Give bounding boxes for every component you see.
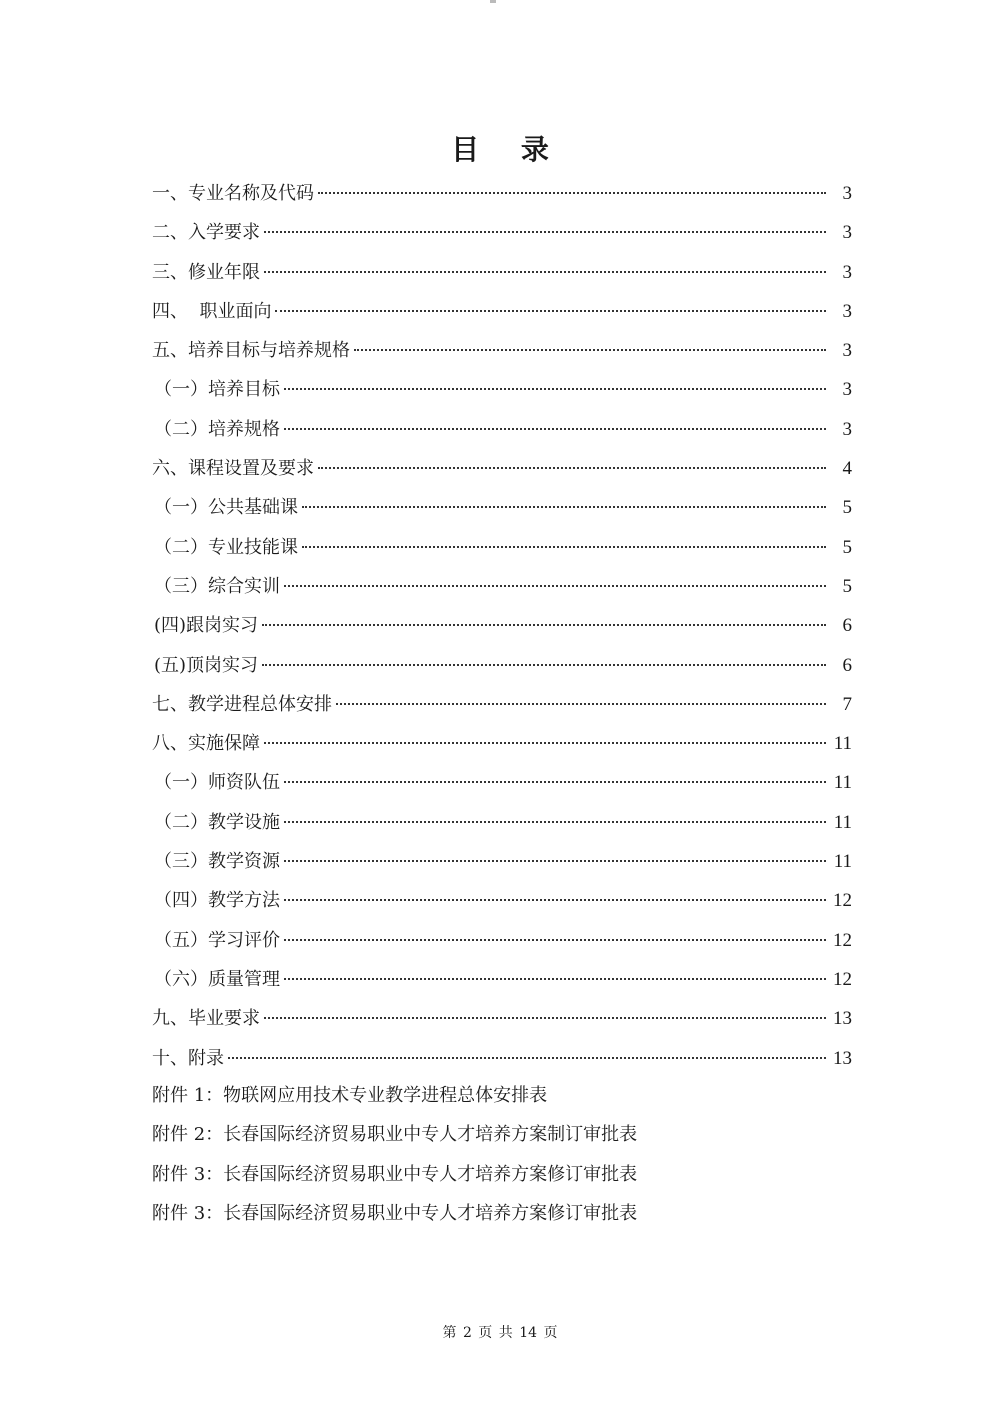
toc-entry[interactable] bbox=[152, 213, 852, 252]
attachment-entry[interactable]: 附件 3：长春国际经济贸易职业中专人才培养方案修订审批表 bbox=[152, 1202, 638, 1224]
toc-entry[interactable] bbox=[152, 646, 852, 685]
toc-entry-label: 九、毕业要求 bbox=[152, 1008, 260, 1030]
toc-dot-leader bbox=[336, 703, 826, 705]
toc-entry-page-number: 3 bbox=[842, 300, 852, 322]
attachment-entry[interactable]: 附件 2：长春国际经济贸易职业中专人才培养方案制订审批表 bbox=[152, 1124, 638, 1146]
toc-entry-page-number: 12 bbox=[833, 890, 852, 912]
toc-entry-label: （六）质量管理 bbox=[154, 968, 280, 990]
toc-entry[interactable] bbox=[152, 881, 852, 920]
toc-list bbox=[152, 174, 852, 1078]
toc-entry[interactable] bbox=[152, 999, 852, 1038]
toc-dot-leader bbox=[284, 860, 826, 862]
toc-entry-page-number: 3 bbox=[842, 418, 852, 440]
toc-entry-page-number: 3 bbox=[842, 183, 852, 204]
toc-entry[interactable] bbox=[152, 331, 852, 370]
toc-dot-leader bbox=[275, 310, 826, 312]
toc-title: 目 录 bbox=[451, 133, 565, 166]
toc-dot-leader bbox=[284, 388, 826, 390]
page-footer: 第 2 页 共 14 页 bbox=[442, 1325, 558, 1341]
toc-entry-label: 十、附录 bbox=[152, 1047, 224, 1069]
toc-entry[interactable] bbox=[152, 960, 852, 999]
toc-entry-label: （一）师资队伍 bbox=[154, 772, 280, 794]
toc-dot-leader bbox=[262, 624, 826, 626]
toc-dot-leader bbox=[264, 742, 826, 744]
toc-entry-label: 六、课程设置及要求 bbox=[152, 458, 314, 480]
toc-entry-page-number: 11 bbox=[833, 811, 852, 833]
toc-entry-page-number: 6 bbox=[842, 654, 852, 676]
toc-dot-leader bbox=[284, 821, 826, 823]
toc-entry-label: （三）综合实训 bbox=[154, 575, 280, 597]
toc-entry[interactable] bbox=[152, 410, 852, 449]
toc-entry[interactable] bbox=[152, 724, 852, 763]
toc-entry-page-number: 12 bbox=[833, 929, 852, 951]
toc-entry[interactable] bbox=[152, 488, 852, 527]
toc-entry-page-number: 3 bbox=[842, 379, 852, 401]
toc-entry[interactable] bbox=[152, 370, 852, 409]
toc-entry[interactable] bbox=[152, 174, 852, 213]
toc-dot-leader bbox=[354, 349, 826, 351]
toc-entry-label: （二）培养规格 bbox=[154, 418, 280, 440]
toc-entry-label: （三）教学资源 bbox=[154, 851, 280, 873]
toc-entry[interactable] bbox=[152, 528, 852, 567]
toc-dot-leader bbox=[284, 585, 826, 587]
toc-dot-leader bbox=[284, 781, 826, 783]
toc-entry-page-number: 13 bbox=[833, 1047, 852, 1069]
toc-entry[interactable] bbox=[152, 842, 852, 881]
toc-entry-label: 五、培养目标与培养规格 bbox=[152, 340, 350, 362]
toc-entry-page-number: 7 bbox=[842, 693, 852, 715]
toc-dot-leader bbox=[302, 546, 826, 548]
toc-entry-label: （五）学习评价 bbox=[154, 929, 280, 951]
toc-entry-page-number: 4 bbox=[842, 458, 852, 480]
toc-dot-leader bbox=[262, 664, 826, 666]
toc-entry-page-number: 6 bbox=[842, 615, 852, 637]
toc-dot-leader bbox=[318, 192, 826, 194]
toc-entry[interactable] bbox=[152, 449, 852, 488]
toc-entry-label: （一）培养目标 bbox=[154, 379, 280, 401]
toc-entry-label: 二、入学要求 bbox=[152, 222, 260, 244]
toc-dot-leader bbox=[264, 271, 826, 273]
toc-entry[interactable] bbox=[152, 763, 852, 802]
toc-dot-leader bbox=[284, 939, 826, 941]
toc-entry[interactable] bbox=[152, 606, 852, 645]
toc-entry-label: （二）专业技能课 bbox=[154, 536, 298, 558]
toc-entry-label: 七、教学进程总体安排 bbox=[152, 693, 332, 715]
attachment-entry[interactable]: 附件 3：长春国际经济贸易职业中专人才培养方案修订审批表 bbox=[152, 1163, 638, 1185]
toc-entry-label: （四）教学方法 bbox=[154, 890, 280, 912]
toc-entry[interactable] bbox=[152, 567, 852, 606]
attachment-list bbox=[152, 1076, 852, 1233]
toc-entry[interactable] bbox=[152, 253, 852, 292]
toc-dot-leader bbox=[228, 1057, 826, 1059]
toc-dot-leader bbox=[284, 899, 826, 901]
toc-entry-page-number: 11 bbox=[833, 851, 852, 873]
toc-entry[interactable] bbox=[152, 685, 852, 724]
toc-entry-page-number: 13 bbox=[833, 1008, 852, 1030]
toc-entry[interactable] bbox=[152, 921, 852, 960]
scan-mark bbox=[490, 0, 496, 3]
toc-entry-page-number: 12 bbox=[833, 968, 852, 990]
toc-entry-label: (五)顶岗实习 bbox=[154, 654, 259, 676]
toc-entry-page-number: 5 bbox=[842, 575, 852, 597]
toc-entry-page-number: 5 bbox=[842, 497, 852, 519]
attachment-entry[interactable]: 附件 1：物联网应用技术专业教学进程总体安排表 bbox=[152, 1085, 548, 1106]
toc-dot-leader bbox=[264, 231, 826, 233]
toc-entry-label: 一、专业名称及代码 bbox=[152, 183, 314, 204]
toc-entry-label: (四)跟岗实习 bbox=[154, 615, 259, 637]
toc-entry-page-number: 3 bbox=[842, 222, 852, 244]
toc-entry-page-number: 3 bbox=[842, 340, 852, 362]
toc-entry[interactable] bbox=[152, 803, 852, 842]
toc-entry-page-number: 5 bbox=[842, 536, 852, 558]
toc-dot-leader bbox=[284, 978, 826, 980]
toc-entry[interactable] bbox=[152, 292, 852, 331]
toc-entry-label: （一）公共基础课 bbox=[154, 497, 298, 519]
toc-dot-leader bbox=[264, 1017, 826, 1019]
toc-entry[interactable] bbox=[152, 1039, 852, 1078]
toc-entry-label: （二）教学设施 bbox=[154, 811, 280, 833]
toc-dot-leader bbox=[318, 467, 826, 469]
toc-entry-page-number: 11 bbox=[833, 772, 852, 794]
toc-dot-leader bbox=[284, 428, 826, 430]
toc-entry-label: 四、 职业面向 bbox=[152, 300, 272, 322]
toc-entry-page-number: 3 bbox=[842, 261, 852, 283]
toc-entry-label: 三、修业年限 bbox=[152, 261, 260, 283]
toc-entry-label: 八、实施保障 bbox=[152, 733, 260, 755]
toc-dot-leader bbox=[302, 506, 826, 508]
toc-entry-page-number: 11 bbox=[833, 733, 852, 755]
